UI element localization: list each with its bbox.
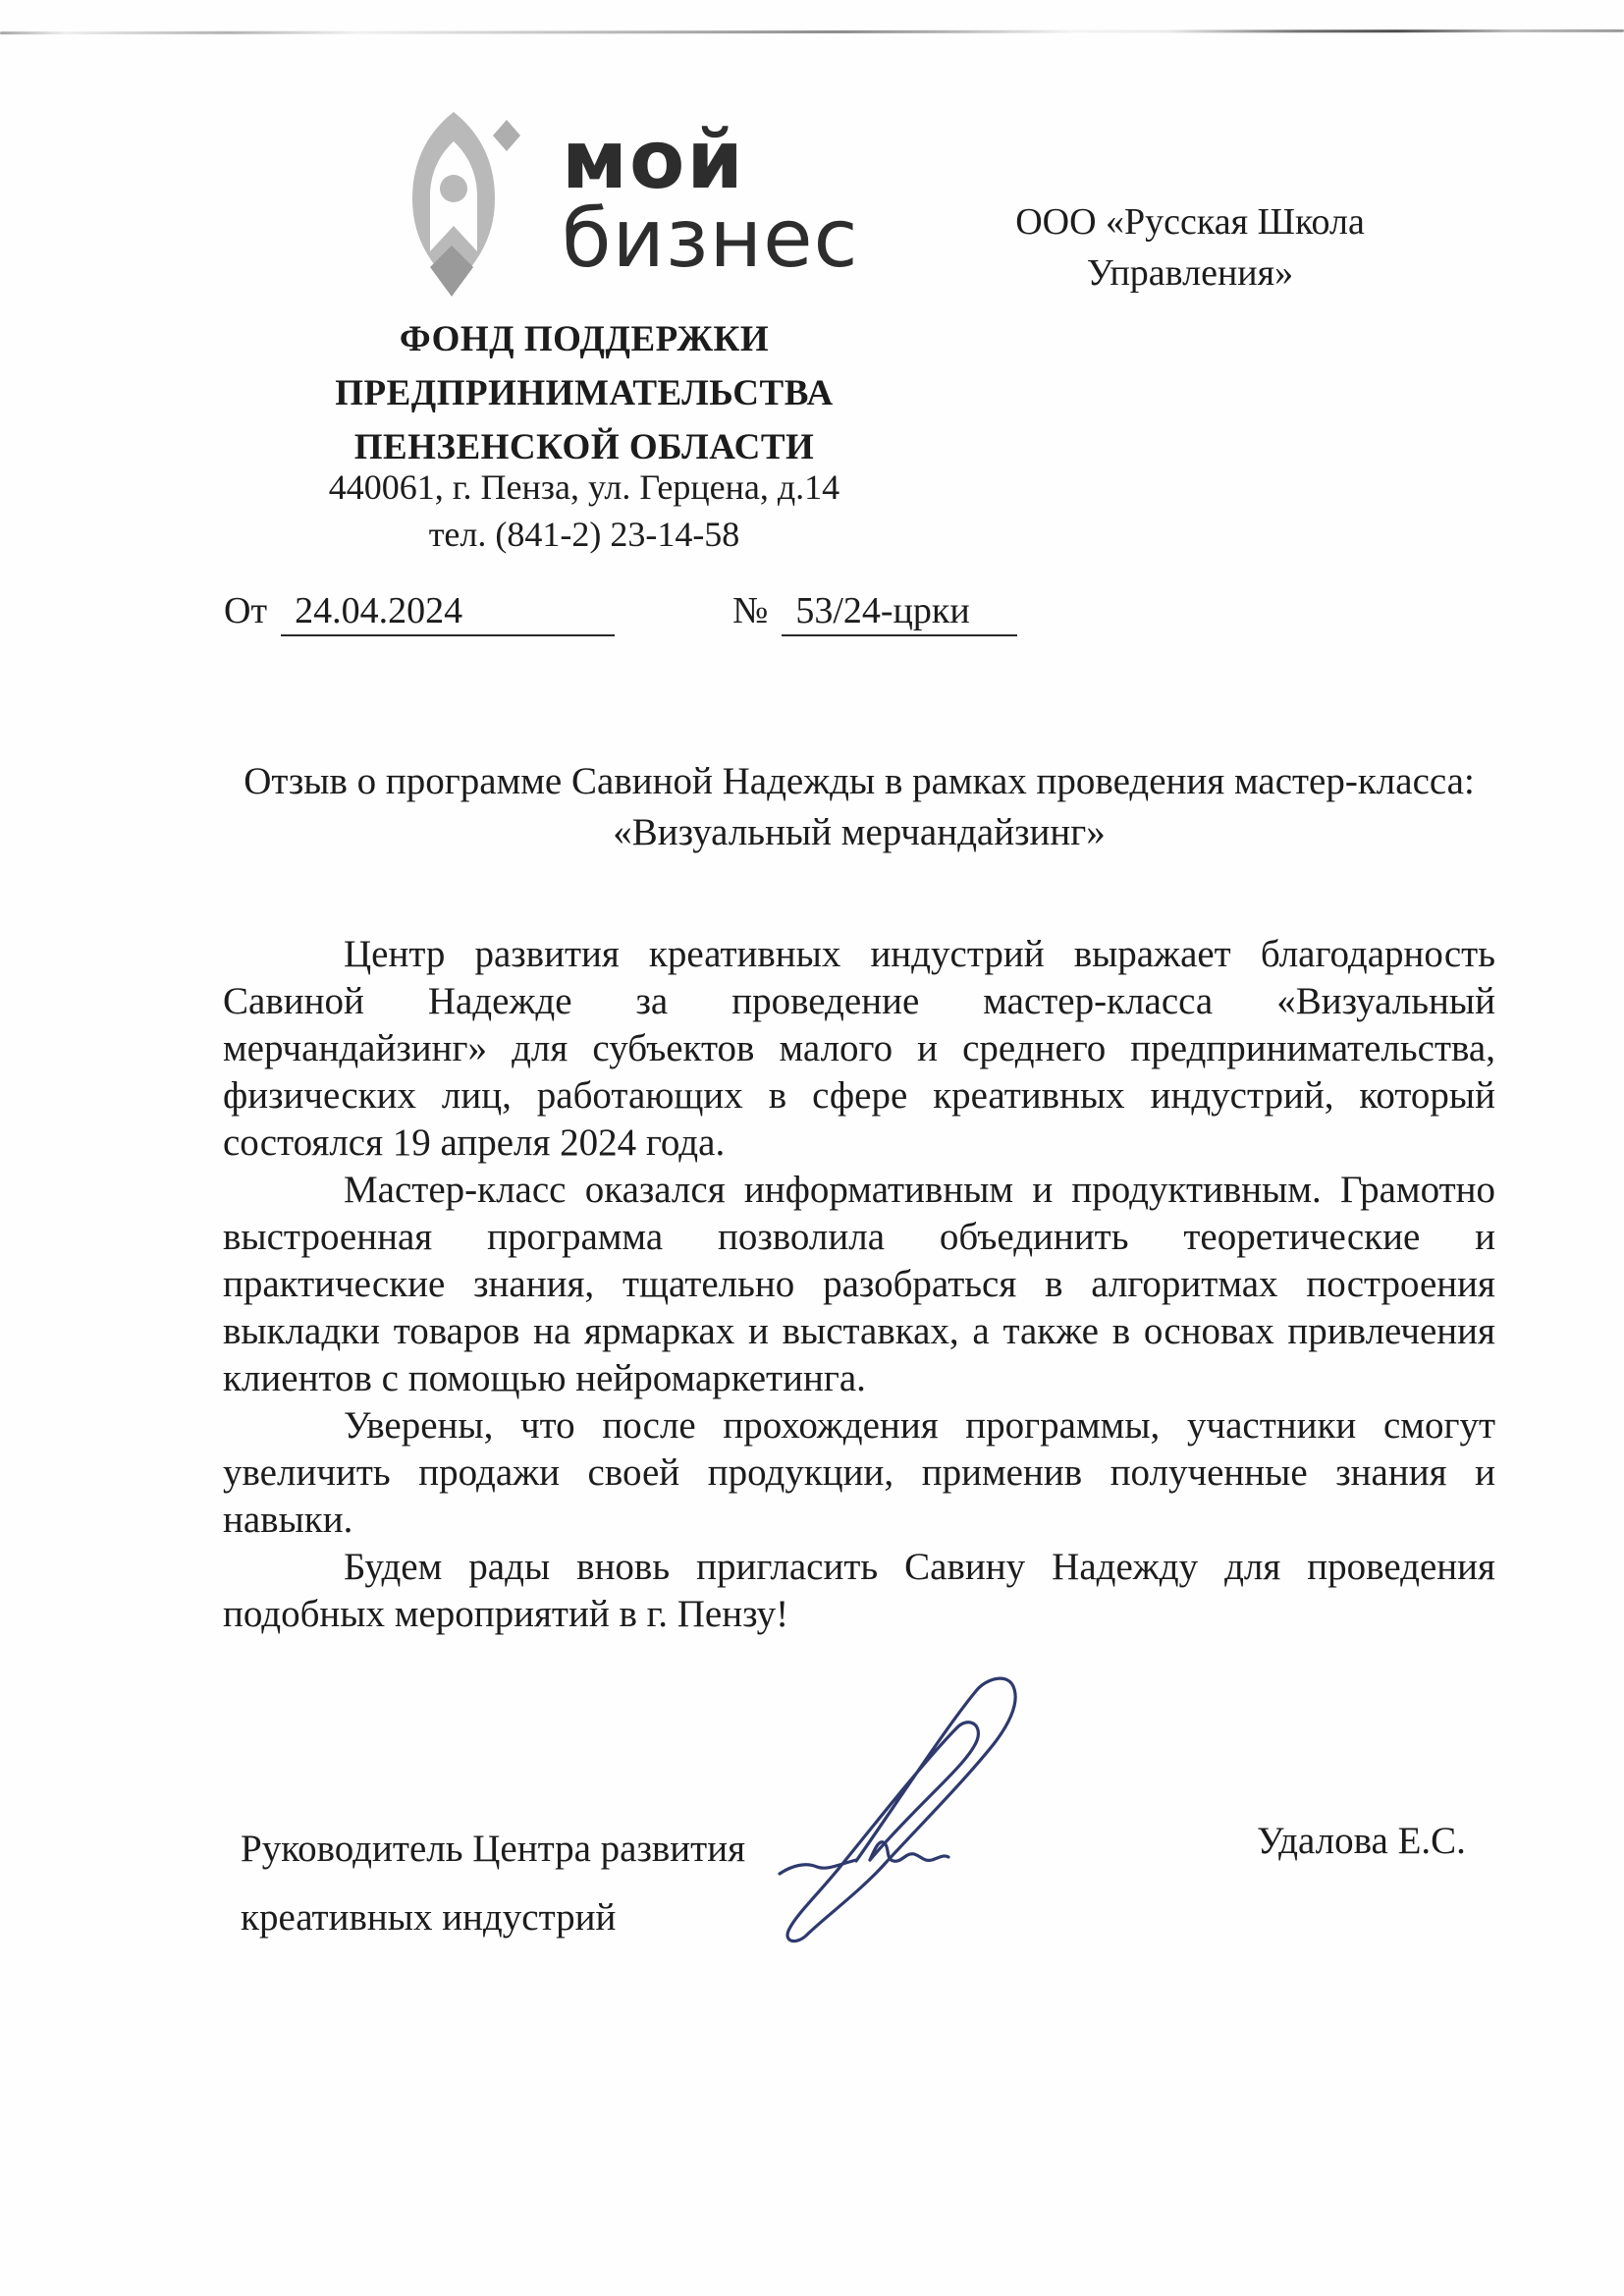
org-name-line-2: ПРЕДПРИНИМАТЕЛЬСТВА [335, 373, 834, 413]
signer-position-line-2: креативных индустрий [241, 1896, 617, 1939]
reference-line [224, 589, 1304, 636]
scan-artifact-line [0, 29, 1624, 34]
moy-biznes-logo [391, 106, 859, 299]
org-name-block [324, 312, 844, 474]
signer-position [241, 1815, 849, 1952]
logo-word-biznes: бизнес [562, 192, 859, 287]
org-address-block [275, 464, 893, 558]
handwritten-signature [768, 1652, 1048, 1946]
rocket-icon [391, 106, 536, 299]
org-phone-line: тел. (841-2) 23-14-58 [428, 515, 740, 554]
ref-number-field: 53/24-црки [782, 589, 1017, 636]
recipient-line-1: ООО «Русская Школа [1015, 201, 1365, 243]
org-name-line-1: ФОНД ПОДДЕРЖКИ [399, 319, 770, 359]
document-body [223, 931, 1495, 1638]
ref-date-field: 24.04.2024 [281, 589, 615, 636]
document-title [223, 756, 1495, 858]
document-title-line-1: Отзыв о программе Савиной Надежды в рамках проведения мастер-класса: [244, 760, 1475, 802]
recipient-block [954, 196, 1426, 299]
body-paragraph: Уверены, что после прохождения программы, участники смогут увеличить продажи своей продукции, применив полученные знания и навыки. [223, 1404, 1495, 1541]
body-paragraph: Центр развития креативных индустрий выражает благодарность Савиной Надежде за проведение мастер-класса «Визуальный мерчандайзинг» для субъектов малого и среднего предпринимательства, физических лиц, работающих в сфере креативных индустрий, который состоялся 19 апреля 2024 года. [223, 933, 1495, 1164]
document-title-line-2: «Визуальный мерчандайзинг» [613, 811, 1106, 853]
recipient-line-2: Управления» [1086, 252, 1294, 294]
ref-from-label: От [224, 590, 268, 631]
body-paragraph: Мастер-класс оказался информативным и продуктивным. Грамотно выстроенная программа позволила объединить теоретические и практические знания, тщательно разобраться в алгоритмах построения выкладки товаров на ярмарках и выставках, а также в основах привлечения клиентов с помощью нейромаркетинга. [223, 1169, 1495, 1399]
logo-word-moy: мой [562, 114, 745, 207]
org-name-line-3: ПЕНЗЕНСКОЙ ОБЛАСТИ [353, 427, 815, 467]
ref-number-label: № [732, 590, 769, 631]
signer-name: Удалова Е.С. [1257, 1820, 1466, 1862]
signer-position-line-1: Руководитель Центра развития [241, 1828, 746, 1870]
body-paragraph: Будем рады вновь пригласить Савину Надежду для проведения подобных мероприятий в г. Пензу! [223, 1546, 1495, 1635]
org-address-line: 440061, г. Пенза, ул. Герцена, д.14 [328, 467, 840, 507]
logo-wordmark [562, 114, 859, 287]
